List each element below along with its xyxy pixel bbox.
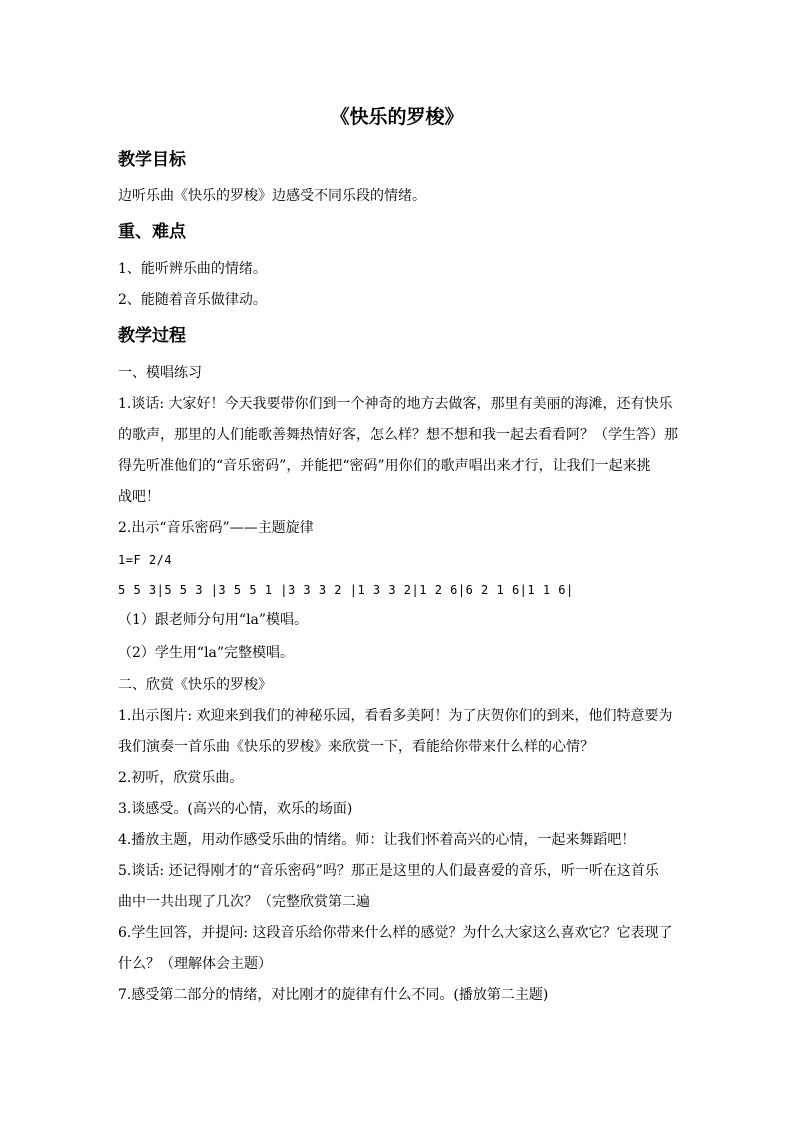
notation-line: 5 5 3|5 5 3 |3 5 5 1 |3 3 3 2 |1 3 3 2|1 2 6|6 2 1 6|1 1 6| (118, 583, 574, 597)
heading-key-points: 重、难点 (118, 222, 186, 242)
q5-line-2: 曲中一共出现了几次？（完整欣赏第二遍 (118, 894, 370, 910)
q4-text: 4.播放主题，用动作感受乐曲的情绪。师：让我们怀着高兴的心情，一起来舞蹈吧！ (118, 832, 636, 848)
key-signature: 1=F 2/4 (118, 553, 173, 567)
p1-line-2: 的歌声，那里的人们能歌善舞热情好客，怎么样？想不想和我一起去看看阿？（学生答）那 (118, 427, 678, 443)
heading-process: 教学过程 (118, 326, 186, 346)
objectives-text: 边听乐曲《快乐的罗梭》边感受不同乐段的情绪。 (118, 188, 426, 204)
q6-line-1: 6.学生回答，并提问: 这段音乐给你带来什么样的感觉？为什么大家这么喜欢它？它表现了 (118, 925, 673, 941)
key-point-1: 1、能听辨乐曲的情绪。 (118, 261, 267, 277)
q3-text: 3.谈感受。(高兴的心情，欢乐的场面) (118, 801, 353, 817)
sub-step-2: （2）学生用“la”完整模唱。 (118, 645, 295, 661)
p1-line-4: 战吧！ (118, 489, 160, 505)
q5-line-1: 5.谈话: 还记得刚才的“音乐密码”吗？那正是这里的人们最喜爱的音乐，听一听在这首乐 (118, 863, 659, 879)
part1-title: 一、模唱练习 (118, 365, 202, 381)
q7-text: 7.感受第二部分的情绪，对比刚才的旋律有什么不同。(播放第二主题) (118, 987, 549, 1003)
p1-line-3: 得先听准他们的“音乐密码”，并能把“密码”用你们的歌声唱出来才行，让我们一起来挑 (118, 458, 651, 474)
document-title: 《快乐的罗梭》 (330, 106, 464, 128)
key-point-2: 2、能随着音乐做律动。 (118, 292, 267, 308)
heading-objectives: 教学目标 (118, 150, 186, 170)
q1-line-2: 我们演奏一首乐曲《快乐的罗梭》来欣赏一下，看能给你带来什么样的心情？ (118, 739, 594, 755)
q2-text: 2.初听，欣赏乐曲。 (118, 770, 244, 786)
sub-step-1: （1）跟老师分句用“la”模唱。 (118, 612, 309, 628)
p1-line-1: 1.谈话: 大家好！今天我要带你们到一个神奇的地方去做客，那里有美丽的海滩，还有快乐 (118, 396, 673, 412)
part2-title: 二、欣赏《快乐的罗梭》 (118, 677, 272, 693)
q1-line-1: 1.出示图片: 欢迎来到我们的神秘乐园，看看多美阿！为了庆贺你们的到来，他们特意要为 (118, 708, 673, 724)
q6-line-2: 什么？（理解体会主题） (118, 956, 272, 972)
p2-text: 2.出示“音乐密码”——主题旋律 (118, 520, 314, 536)
